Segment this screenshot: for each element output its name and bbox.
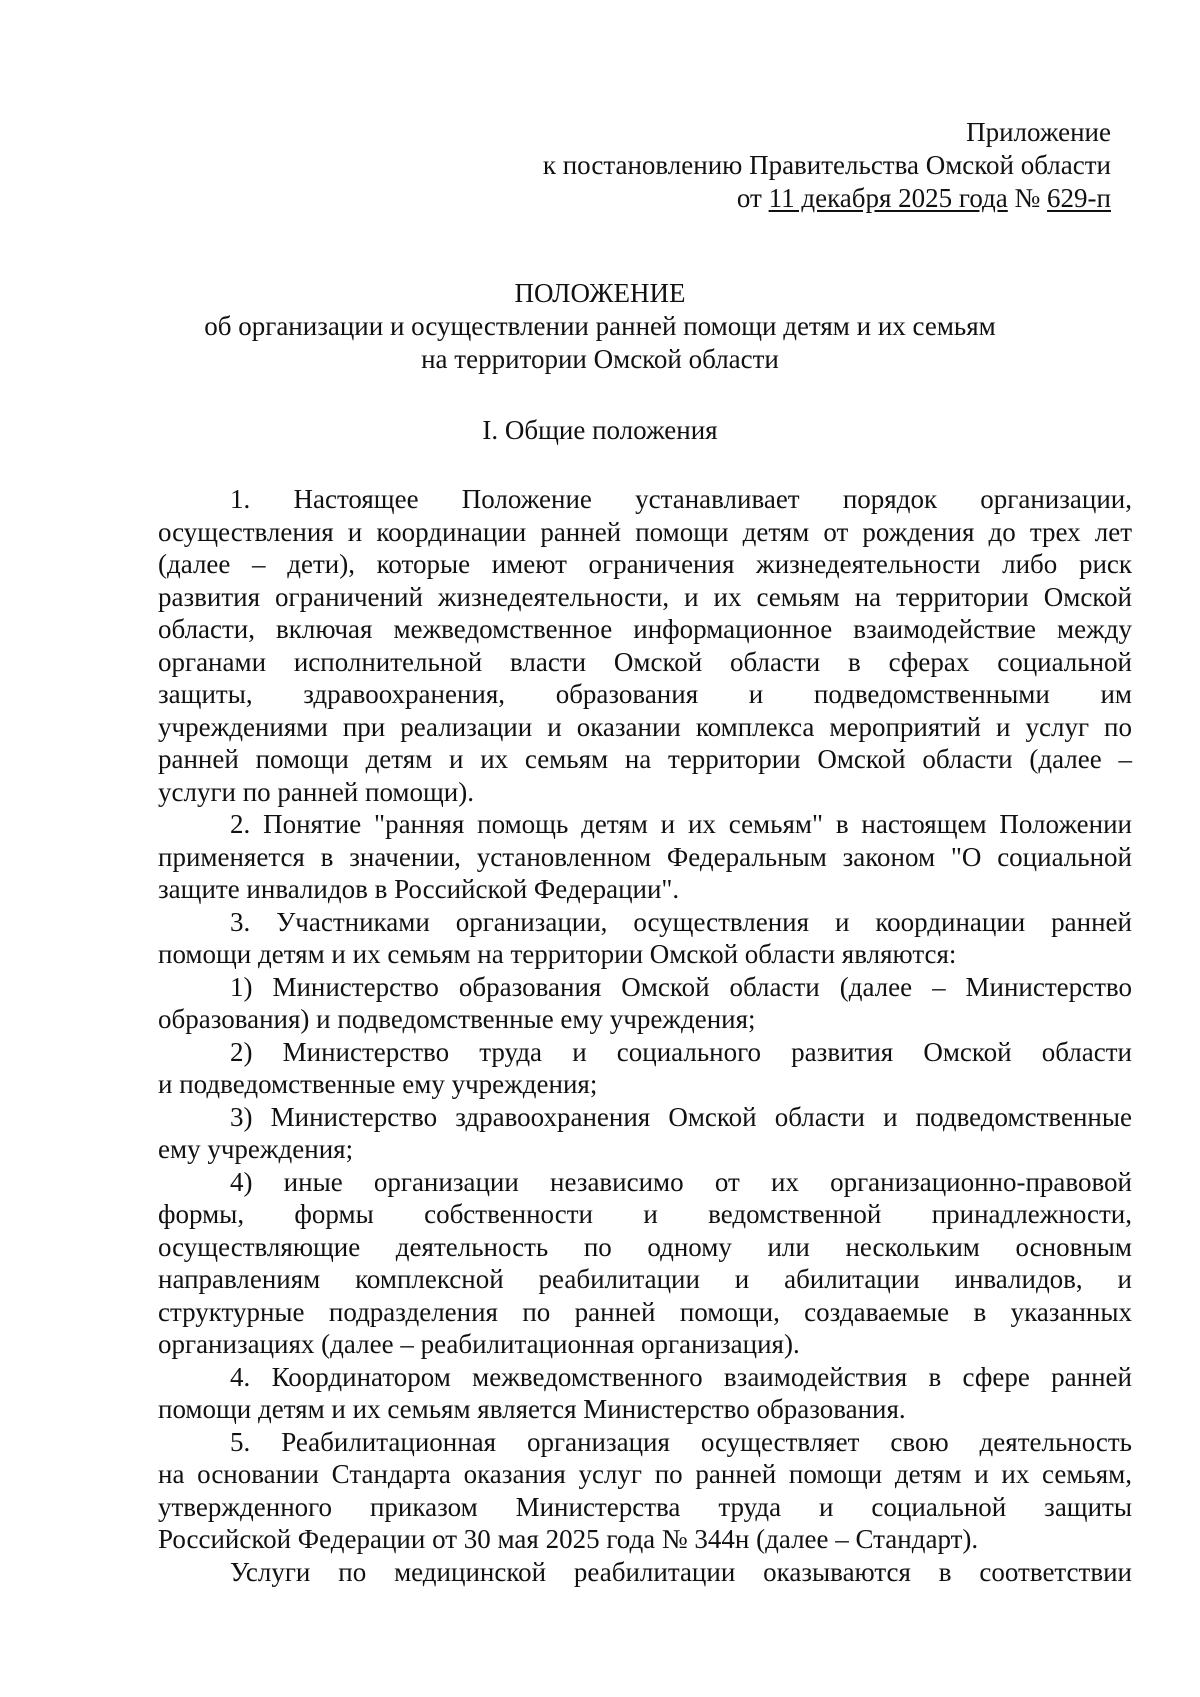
paragraph-line: 5. Реабилитационная организация осуществляет свою деятельность: [230, 1426, 1132, 1457]
paragraph-line: защите инвалидов в Российской Федерации".: [158, 874, 680, 904]
paragraph-line: образования) и подведомственные ему учреждения;: [158, 1004, 756, 1034]
paragraph-line: 2. Понятие "ранняя помощь детям и их семьям" в настоящем Положении: [230, 809, 1132, 839]
document-subtitle-line-2: на территории Омской области: [421, 344, 779, 374]
paragraph-line: и подведомственные ему учреждения;: [158, 1069, 598, 1099]
appendix-date: 11 декабря 2025 года: [768, 183, 1008, 213]
paragraph-line: Услуги по медицинской реабилитации оказываются в соответствии: [230, 1556, 1132, 1587]
paragraph-line: 1. Настоящее Положение устанавливает порядок организации,: [230, 484, 1132, 514]
appendix-date-line: [543, 182, 1111, 215]
paragraph-line: помощи детям и их семьям на территории Омской области являются:: [158, 939, 957, 969]
paragraph-line: 3) Министерство здравоохранения Омской области и подведомственные: [230, 1101, 1132, 1132]
appendix-label: Приложение: [966, 117, 1111, 147]
paragraph-line: формы, формы собственности и ведомственной принадлежности,: [158, 1199, 1132, 1229]
appendix-number-sign: №: [1007, 183, 1048, 213]
appendix-block: [543, 116, 1111, 215]
paragraph-line: 2) Министерство труда и социального развития Омской области: [230, 1036, 1132, 1067]
paragraph-line: организациях (далее – реабилитационная организация).: [158, 1329, 800, 1359]
paragraph-line: органами исполнительной власти Омской области в сферах социальной: [158, 646, 1132, 677]
paragraph-line: направлениям комплексной реабилитации и абилитации инвалидов, и: [158, 1264, 1132, 1294]
paragraph-line: утвержденного приказом Министерства труда и социальной защиты: [158, 1491, 1132, 1522]
paragraph-line: на основании Стандарта оказания услуг по ранней помощи детям и их семьям,: [158, 1459, 1132, 1489]
paragraph-line: защиты, здравоохранения, образования и подведомственными им: [158, 679, 1132, 709]
appendix-date-prefix: от: [736, 183, 769, 213]
paragraph-line: 1) Министерство образования Омской области (далее – Министерство: [230, 971, 1132, 1002]
paragraph-line: учреждениями при реализации и оказании комплекса мероприятий и услуг по: [158, 711, 1132, 742]
paragraph-line: структурные подразделения по ранней помощи, создаваемые в указанных: [158, 1296, 1132, 1327]
paragraph-line: 3. Участниками организации, осуществления и координации ранней: [230, 906, 1132, 937]
paragraph-line: осуществляющие деятельность по одному или нескольким основным: [158, 1231, 1132, 1262]
paragraph-line: применяется в значении, установленном Федеральным законом "О социальной: [158, 841, 1132, 872]
document-title-block: [0, 277, 1200, 376]
paragraph-line: 4) иные организации независимо от их организационно-правовой: [230, 1166, 1132, 1197]
paragraph-line: (далее – дети), которые имеют ограничения жизнедеятельности либо риск: [158, 549, 1132, 579]
section-heading: I. Общие положения: [482, 415, 718, 445]
document-body: [158, 483, 1132, 1588]
appendix-number: 629-п: [1047, 183, 1111, 213]
paragraph-line: 4. Координатором межведомственного взаимодействия в сфере ранней: [230, 1361, 1132, 1392]
paragraph-line: Российской Федерации от 30 мая 2025 года № 344н (далее – Стандарт).: [158, 1524, 979, 1554]
paragraph-line: ранней помощи детям и их семьям на территории Омской области (далее –: [158, 744, 1132, 774]
document-title: ПОЛОЖЕНИЕ: [514, 278, 686, 308]
paragraph-line: помощи детям и их семьям является Министерство образования.: [158, 1394, 906, 1424]
paragraph-line: ему учреждения;: [158, 1134, 354, 1164]
document-subtitle-line-1: об организации и осуществлении ранней помощи детям и их семьям: [204, 311, 996, 341]
paragraph-line: развития ограничений жизнедеятельности, и их семьям на территории Омской: [158, 581, 1132, 612]
paragraph-line: области, включая межведомственное информационное взаимодействие между: [158, 614, 1132, 644]
paragraph-line: осуществления и координации ранней помощи детям от рождения до трех лет: [158, 516, 1132, 547]
paragraph-line: услуги по ранней помощи).: [158, 776, 474, 807]
appendix-reference: к постановлению Правительства Омской области: [542, 150, 1111, 180]
